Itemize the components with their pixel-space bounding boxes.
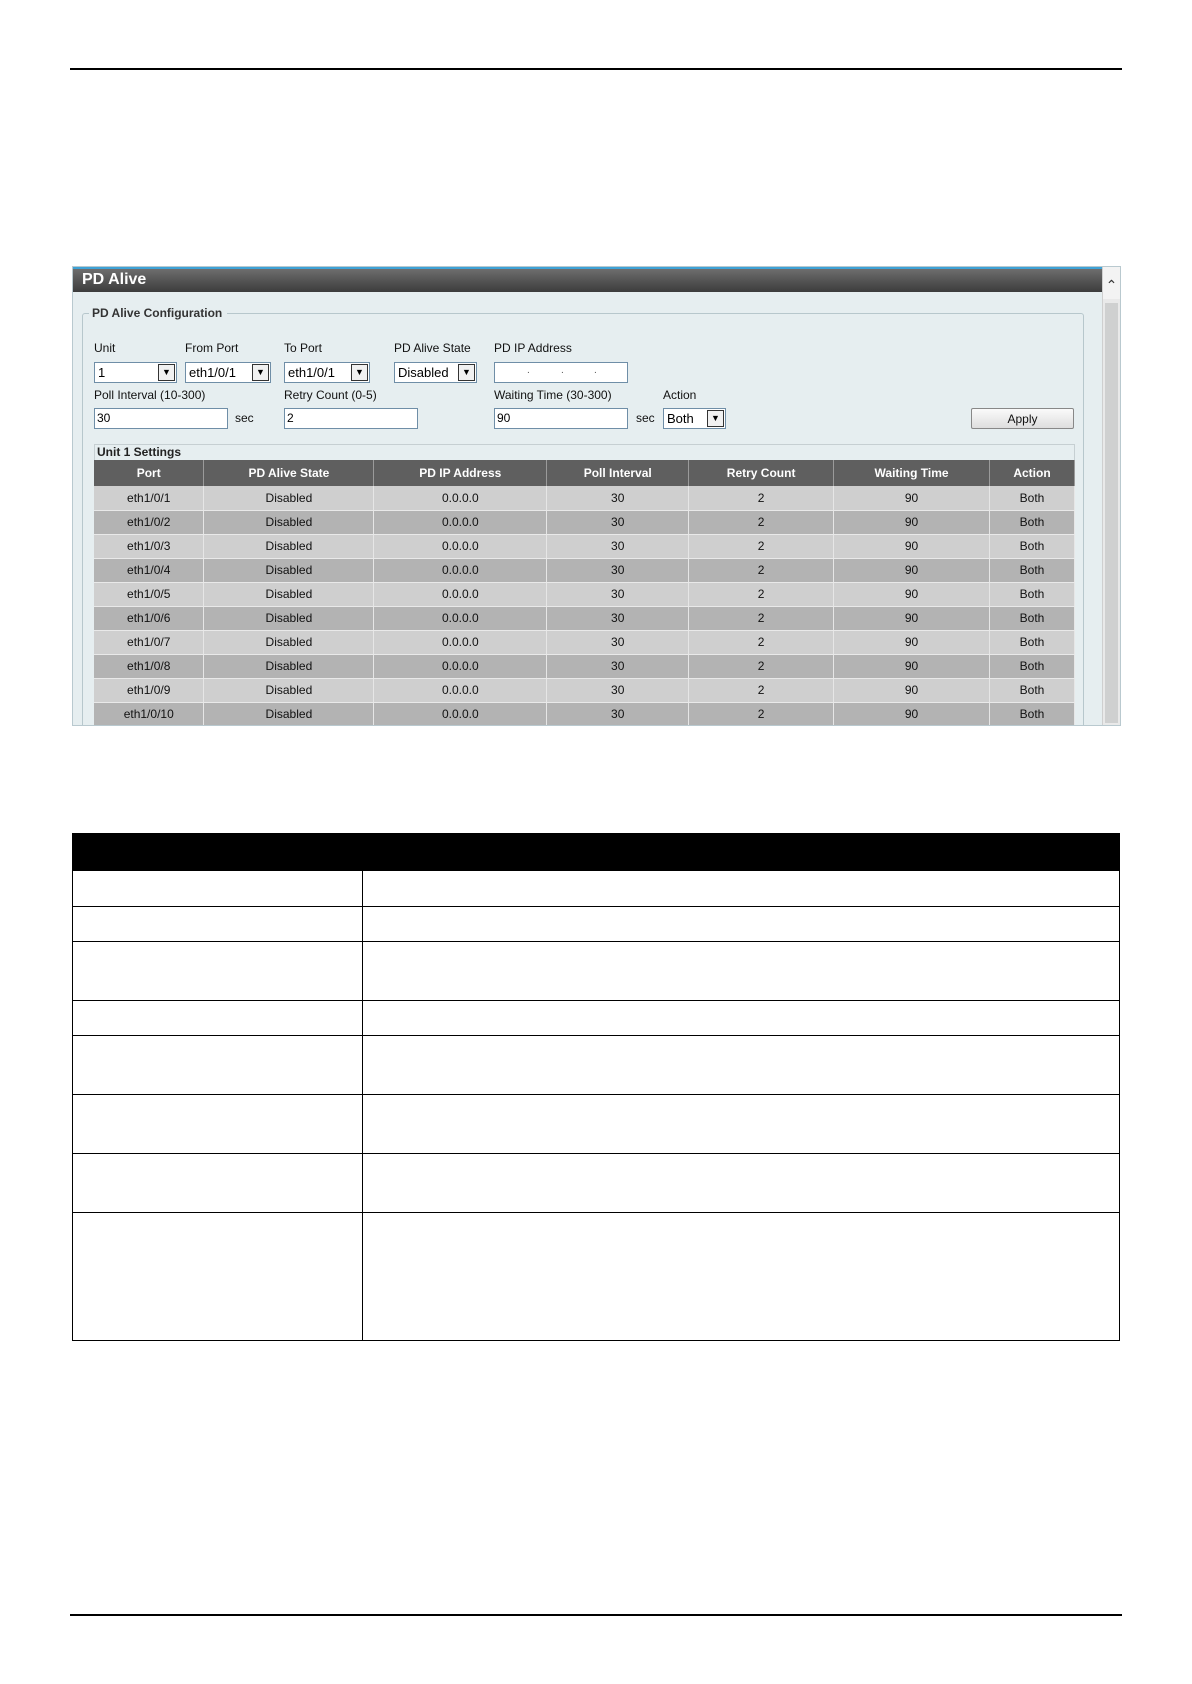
- table-cell: Both: [990, 486, 1075, 510]
- pd-alive-state-label: PD Alive State: [394, 341, 471, 355]
- table-cell: 2: [689, 510, 834, 534]
- retry-count-input[interactable]: 2: [284, 408, 418, 429]
- table-cell: 90: [834, 702, 990, 726]
- pd-alive-state-select[interactable]: [394, 362, 477, 383]
- table-cell: 90: [834, 534, 990, 558]
- to-port-select[interactable]: [284, 362, 370, 383]
- table-header-row: [94, 460, 1075, 486]
- table-cell: eth1/0/4: [94, 558, 204, 582]
- table-row: [94, 630, 1075, 654]
- table-cell: Disabled: [204, 678, 374, 702]
- table-cell: 30: [547, 630, 689, 654]
- table-cell: 0.0.0.0: [374, 558, 547, 582]
- table-cell: 2: [689, 630, 834, 654]
- chevron-down-icon[interactable]: ▼: [707, 410, 724, 427]
- header-rule: [70, 68, 1122, 70]
- table-cell: 0.0.0.0: [374, 678, 547, 702]
- waiting-time-input[interactable]: 90: [494, 408, 628, 429]
- table-cell: eth1/0/3: [94, 534, 204, 558]
- table-cell: Disabled: [204, 606, 374, 630]
- port-settings-table: [94, 460, 1075, 726]
- table-cell: 2: [689, 606, 834, 630]
- from-port-select-value: eth1/0/1: [189, 365, 236, 380]
- waiting-time-unit: sec: [636, 411, 655, 425]
- poll-interval-unit: sec: [235, 411, 254, 425]
- table-cell: Disabled: [204, 558, 374, 582]
- column-header: Retry Count: [689, 460, 834, 486]
- from-port-label: From Port: [185, 341, 239, 355]
- table-cell: 0.0.0.0: [374, 486, 547, 510]
- table-cell: eth1/0/1: [94, 486, 204, 510]
- table-cell: 30: [547, 606, 689, 630]
- poll-interval-label: Poll Interval (10-300): [94, 388, 206, 402]
- table-row: [94, 654, 1075, 678]
- table-cell: Both: [990, 654, 1075, 678]
- table-cell: 90: [834, 654, 990, 678]
- table-cell: 2: [689, 534, 834, 558]
- action-label: Action: [663, 388, 697, 402]
- table-row: [73, 907, 1120, 942]
- scroll-thumb[interactable]: [1105, 303, 1118, 723]
- fieldset-legend: PD Alive Configuration: [89, 306, 227, 320]
- table-cell: 0.0.0.0: [374, 702, 547, 726]
- table-cell: Both: [990, 534, 1075, 558]
- unit-label: Unit: [94, 341, 116, 355]
- table-cell: 2: [689, 702, 834, 726]
- table-cell: eth1/0/10: [94, 702, 204, 726]
- pd-ip-address-label: PD IP Address: [494, 341, 572, 355]
- unit-settings-title: Unit 1 Settings: [94, 444, 1075, 461]
- table-cell: 0.0.0.0: [374, 510, 547, 534]
- table-row: [73, 871, 1120, 907]
- footer-rule: [70, 1614, 1122, 1616]
- apply-button[interactable]: Apply: [971, 408, 1074, 429]
- table-cell: eth1/0/7: [94, 630, 204, 654]
- column-header: Waiting Time: [834, 460, 990, 486]
- table-cell: 2: [689, 678, 834, 702]
- table-cell: 90: [834, 606, 990, 630]
- pd-ip-address-input[interactable]: . . .: [494, 362, 628, 383]
- table-cell: eth1/0/5: [94, 582, 204, 606]
- column-header: Action: [990, 460, 1075, 486]
- chevron-up-icon[interactable]: ⌃: [1103, 267, 1120, 299]
- table-cell: Disabled: [204, 582, 374, 606]
- table-cell: Disabled: [204, 630, 374, 654]
- pd-alive-window: [72, 266, 1121, 726]
- table-cell: Disabled: [204, 702, 374, 726]
- table-cell: 30: [547, 486, 689, 510]
- retry-count-label: Retry Count (0-5): [284, 388, 377, 402]
- table-cell: 0.0.0.0: [374, 630, 547, 654]
- column-header: Poll Interval: [547, 460, 689, 486]
- poll-interval-input[interactable]: 30: [94, 408, 228, 429]
- vertical-scrollbar[interactable]: [1102, 267, 1120, 726]
- table-cell: Both: [990, 702, 1075, 726]
- unit-select[interactable]: [94, 362, 177, 383]
- table-row: [73, 942, 1120, 1001]
- table-row: [94, 582, 1075, 606]
- table-cell: eth1/0/8: [94, 654, 204, 678]
- to-port-label: To Port: [284, 341, 323, 355]
- table-row: [73, 1036, 1120, 1095]
- table-row: [73, 1154, 1120, 1213]
- column-header: PD Alive State: [204, 460, 374, 486]
- table-cell: 0.0.0.0: [374, 534, 547, 558]
- description-header-row: [73, 834, 1120, 871]
- table-row: [94, 534, 1075, 558]
- chevron-down-icon[interactable]: ▼: [351, 364, 368, 381]
- table-cell: Disabled: [204, 654, 374, 678]
- parameter-description-table: [72, 833, 1120, 1341]
- table-row: [94, 510, 1075, 534]
- table-row: [94, 486, 1075, 510]
- table-cell: 90: [834, 558, 990, 582]
- column-header: Port: [94, 460, 204, 486]
- table-cell: 0.0.0.0: [374, 654, 547, 678]
- table-cell: Both: [990, 606, 1075, 630]
- table-row: [94, 606, 1075, 630]
- table-cell: 30: [547, 654, 689, 678]
- table-row: [94, 678, 1075, 702]
- page-title: PD Alive: [73, 267, 1103, 292]
- table-row: [73, 1001, 1120, 1036]
- pd-alive-state-select-value: Disabled: [398, 365, 449, 380]
- table-cell: eth1/0/2: [94, 510, 204, 534]
- table-row: [73, 1095, 1120, 1154]
- table-cell: eth1/0/9: [94, 678, 204, 702]
- waiting-time-label: Waiting Time (30-300): [494, 388, 612, 402]
- table-cell: 0.0.0.0: [374, 606, 547, 630]
- chevron-down-icon[interactable]: ▼: [252, 364, 269, 381]
- table-cell: 30: [547, 558, 689, 582]
- table-cell: 90: [834, 510, 990, 534]
- table-cell: Both: [990, 582, 1075, 606]
- table-cell: 90: [834, 630, 990, 654]
- table-cell: Both: [990, 558, 1075, 582]
- table-cell: 2: [689, 654, 834, 678]
- table-cell: 30: [547, 534, 689, 558]
- table-cell: 30: [547, 582, 689, 606]
- table-cell: Both: [990, 510, 1075, 534]
- table-cell: Disabled: [204, 510, 374, 534]
- table-cell: Both: [990, 630, 1075, 654]
- from-port-select[interactable]: [185, 362, 271, 383]
- action-select-value: Both: [667, 411, 694, 426]
- table-row: [94, 702, 1075, 726]
- to-port-select-value: eth1/0/1: [288, 365, 335, 380]
- table-cell: 0.0.0.0: [374, 582, 547, 606]
- table-cell: Disabled: [204, 534, 374, 558]
- chevron-down-icon[interactable]: ▼: [458, 364, 475, 381]
- table-cell: 90: [834, 582, 990, 606]
- table-cell: 2: [689, 558, 834, 582]
- table-cell: Disabled: [204, 486, 374, 510]
- table-cell: Both: [990, 678, 1075, 702]
- table-cell: eth1/0/6: [94, 606, 204, 630]
- column-header: PD IP Address: [374, 460, 547, 486]
- table-cell: 90: [834, 678, 990, 702]
- table-cell: 30: [547, 702, 689, 726]
- table-cell: 2: [689, 486, 834, 510]
- table-row: [73, 1213, 1120, 1341]
- table-row: [94, 558, 1075, 582]
- action-select[interactable]: [663, 408, 726, 429]
- table-cell: 90: [834, 486, 990, 510]
- table-cell: 30: [547, 510, 689, 534]
- chevron-down-icon[interactable]: ▼: [158, 364, 175, 381]
- table-cell: 30: [547, 678, 689, 702]
- unit-select-value: 1: [98, 365, 106, 380]
- table-cell: 2: [689, 582, 834, 606]
